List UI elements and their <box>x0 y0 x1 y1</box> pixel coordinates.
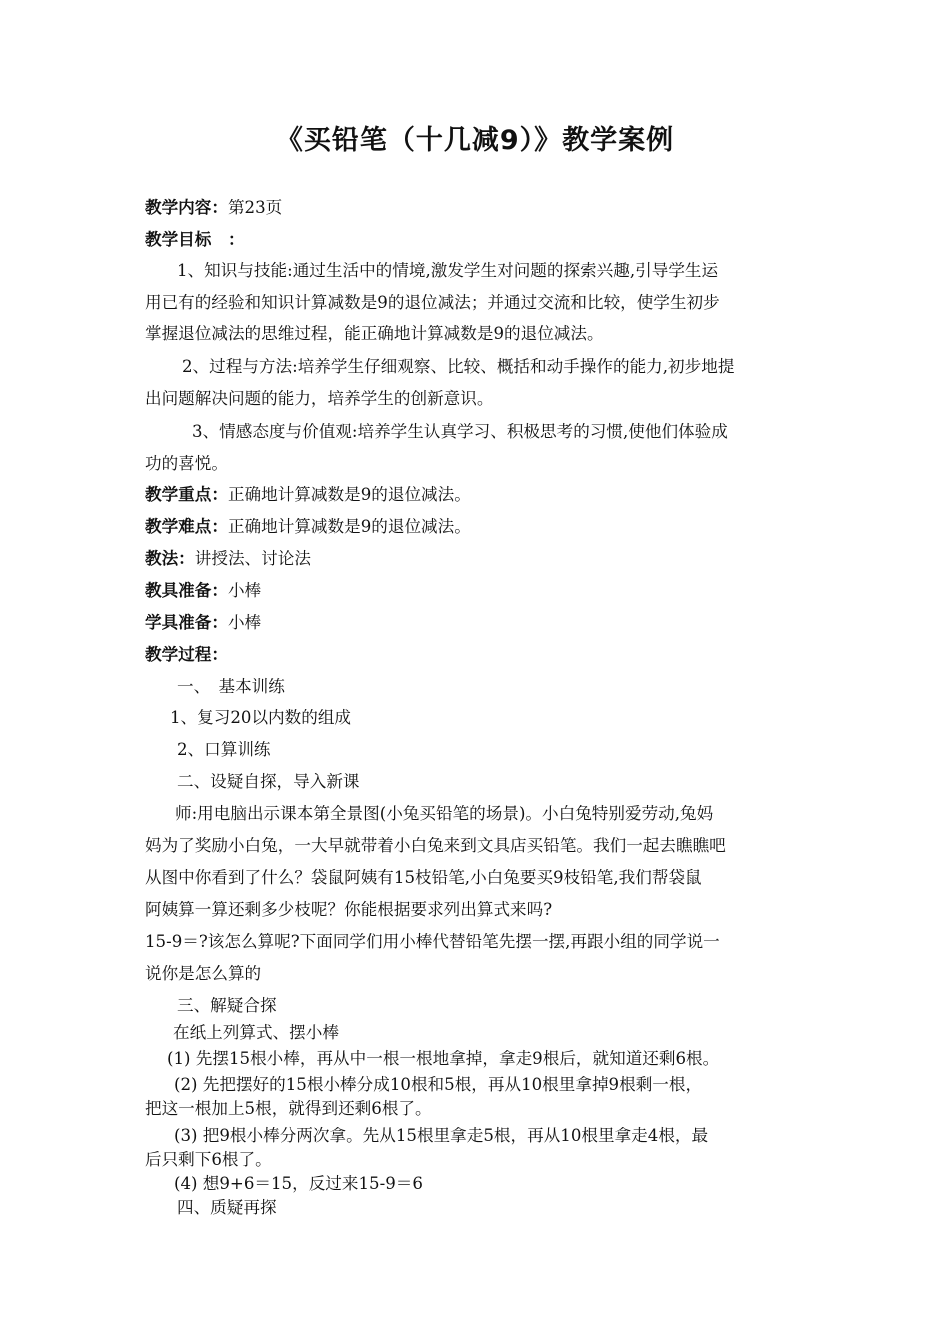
section-heading: 二、设疑自探，导入新课 <box>177 772 360 791</box>
method-item: (2) 先把摆好的15根小棒分成10根和5根，再从10根里拿掉9根剩一根， <box>174 1075 703 1094</box>
content-value: 第23页 <box>227 198 283 217</box>
paragraph-line: 阿姨算一算还剩多少枝呢？你能根据要求列出算式来吗? <box>145 900 553 919</box>
list-item: 2、口算训练 <box>177 740 271 759</box>
goal-3-line: 3、情感态度与价值观:培养学生认真学习、积极思考的习惯,使他们体验成 <box>192 422 728 441</box>
key-point-value: 正确地计算减数是9的退位减法。 <box>227 485 471 504</box>
goal-3-line: 功的喜悦。 <box>145 454 228 473</box>
goal-1-line: 用已有的经验和知识计算减数是9的退位减法；并通过交流和比较，使学生初步 <box>145 293 720 312</box>
method-line <box>145 549 815 569</box>
method-item: (4) 想9+6＝15，反过来15-9＝6 <box>174 1174 423 1193</box>
difficulty-value: 正确地计算减数是9的退位减法。 <box>227 517 471 536</box>
section-heading: 一、 基本训练 <box>177 677 285 696</box>
paragraph-line: 妈为了奖励小白兔，一大早就带着小白兔来到文具店买铅笔。我们一起去瞧瞧吧 <box>145 836 726 855</box>
key-point-line <box>145 485 815 505</box>
process-label: 教学过程： <box>145 645 228 664</box>
section-heading: 四、质疑再探 <box>177 1198 277 1217</box>
method-item: (3) 把9根小棒分两次拿。先从15根里拿走5根，再从10根里拿走4根，最 <box>174 1126 709 1145</box>
method-item: 把这一根加上5根，就得到还剩6根了。 <box>145 1099 432 1118</box>
method-item: (1) 先摆15根小棒，再从中一根一根地拿掉，拿走9根后，就知道还剩6根。 <box>167 1049 720 1068</box>
student-tools-line <box>145 613 815 633</box>
goal-1-line: 掌握退位减法的思维过程，能正确地计算减数是9的退位减法。 <box>145 324 604 343</box>
teacher-tools-label: 教具准备： <box>145 581 228 600</box>
difficulty-line <box>145 517 815 537</box>
method-value: 讲授法、讨论法 <box>194 549 311 568</box>
content-line <box>145 198 815 218</box>
student-tools-value: 小棒 <box>227 613 262 632</box>
goal-2-line: 出问题解决问题的能力，培养学生的创新意识。 <box>145 389 494 408</box>
section-heading: 三、解疑合探 <box>177 996 277 1015</box>
student-tools-label: 学具准备： <box>145 613 228 632</box>
list-item: 1、复习20以内数的组成 <box>170 708 352 727</box>
paragraph-line: 从图中你看到了什么？袋鼠阿姨有15枝铅笔,小白兔要买9枝铅笔,我们帮袋鼠 <box>145 868 702 887</box>
paragraph-line: 说你是怎么算的 <box>145 964 262 983</box>
teacher-tools-line <box>145 581 815 601</box>
key-point-label: 教学重点： <box>145 485 228 504</box>
content-label: 教学内容： <box>145 198 228 217</box>
difficulty-label: 教学难点： <box>145 517 228 536</box>
page-title: 《买铅笔（十几减9）》教学案例 <box>275 125 675 156</box>
teacher-tools-value: 小棒 <box>227 581 262 600</box>
paragraph-line: 在纸上列算式、摆小棒 <box>173 1023 339 1042</box>
method-item: 后只剩下6根了。 <box>145 1150 272 1169</box>
paragraph-line: 15-9＝?该怎么算呢?下面同学们用小棒代替铅笔先摆一摆,再跟小组的同学说一 <box>145 932 720 951</box>
goal-1-line: 1、知识与技能:通过生活中的情境,激发学生对问题的探索兴趣,引导学生运 <box>177 261 719 280</box>
method-label: 教法： <box>145 549 195 568</box>
goals-label: 教学目标 ： <box>145 230 245 249</box>
goal-2-line: 2、过程与方法:培养学生仔细观察、比较、概括和动手操作的能力,初步地提 <box>182 357 735 376</box>
paragraph-line: 师:用电脑出示课本第全景图(小兔买铅笔的场景)。小白兔特别爱劳动,兔妈 <box>175 804 714 823</box>
